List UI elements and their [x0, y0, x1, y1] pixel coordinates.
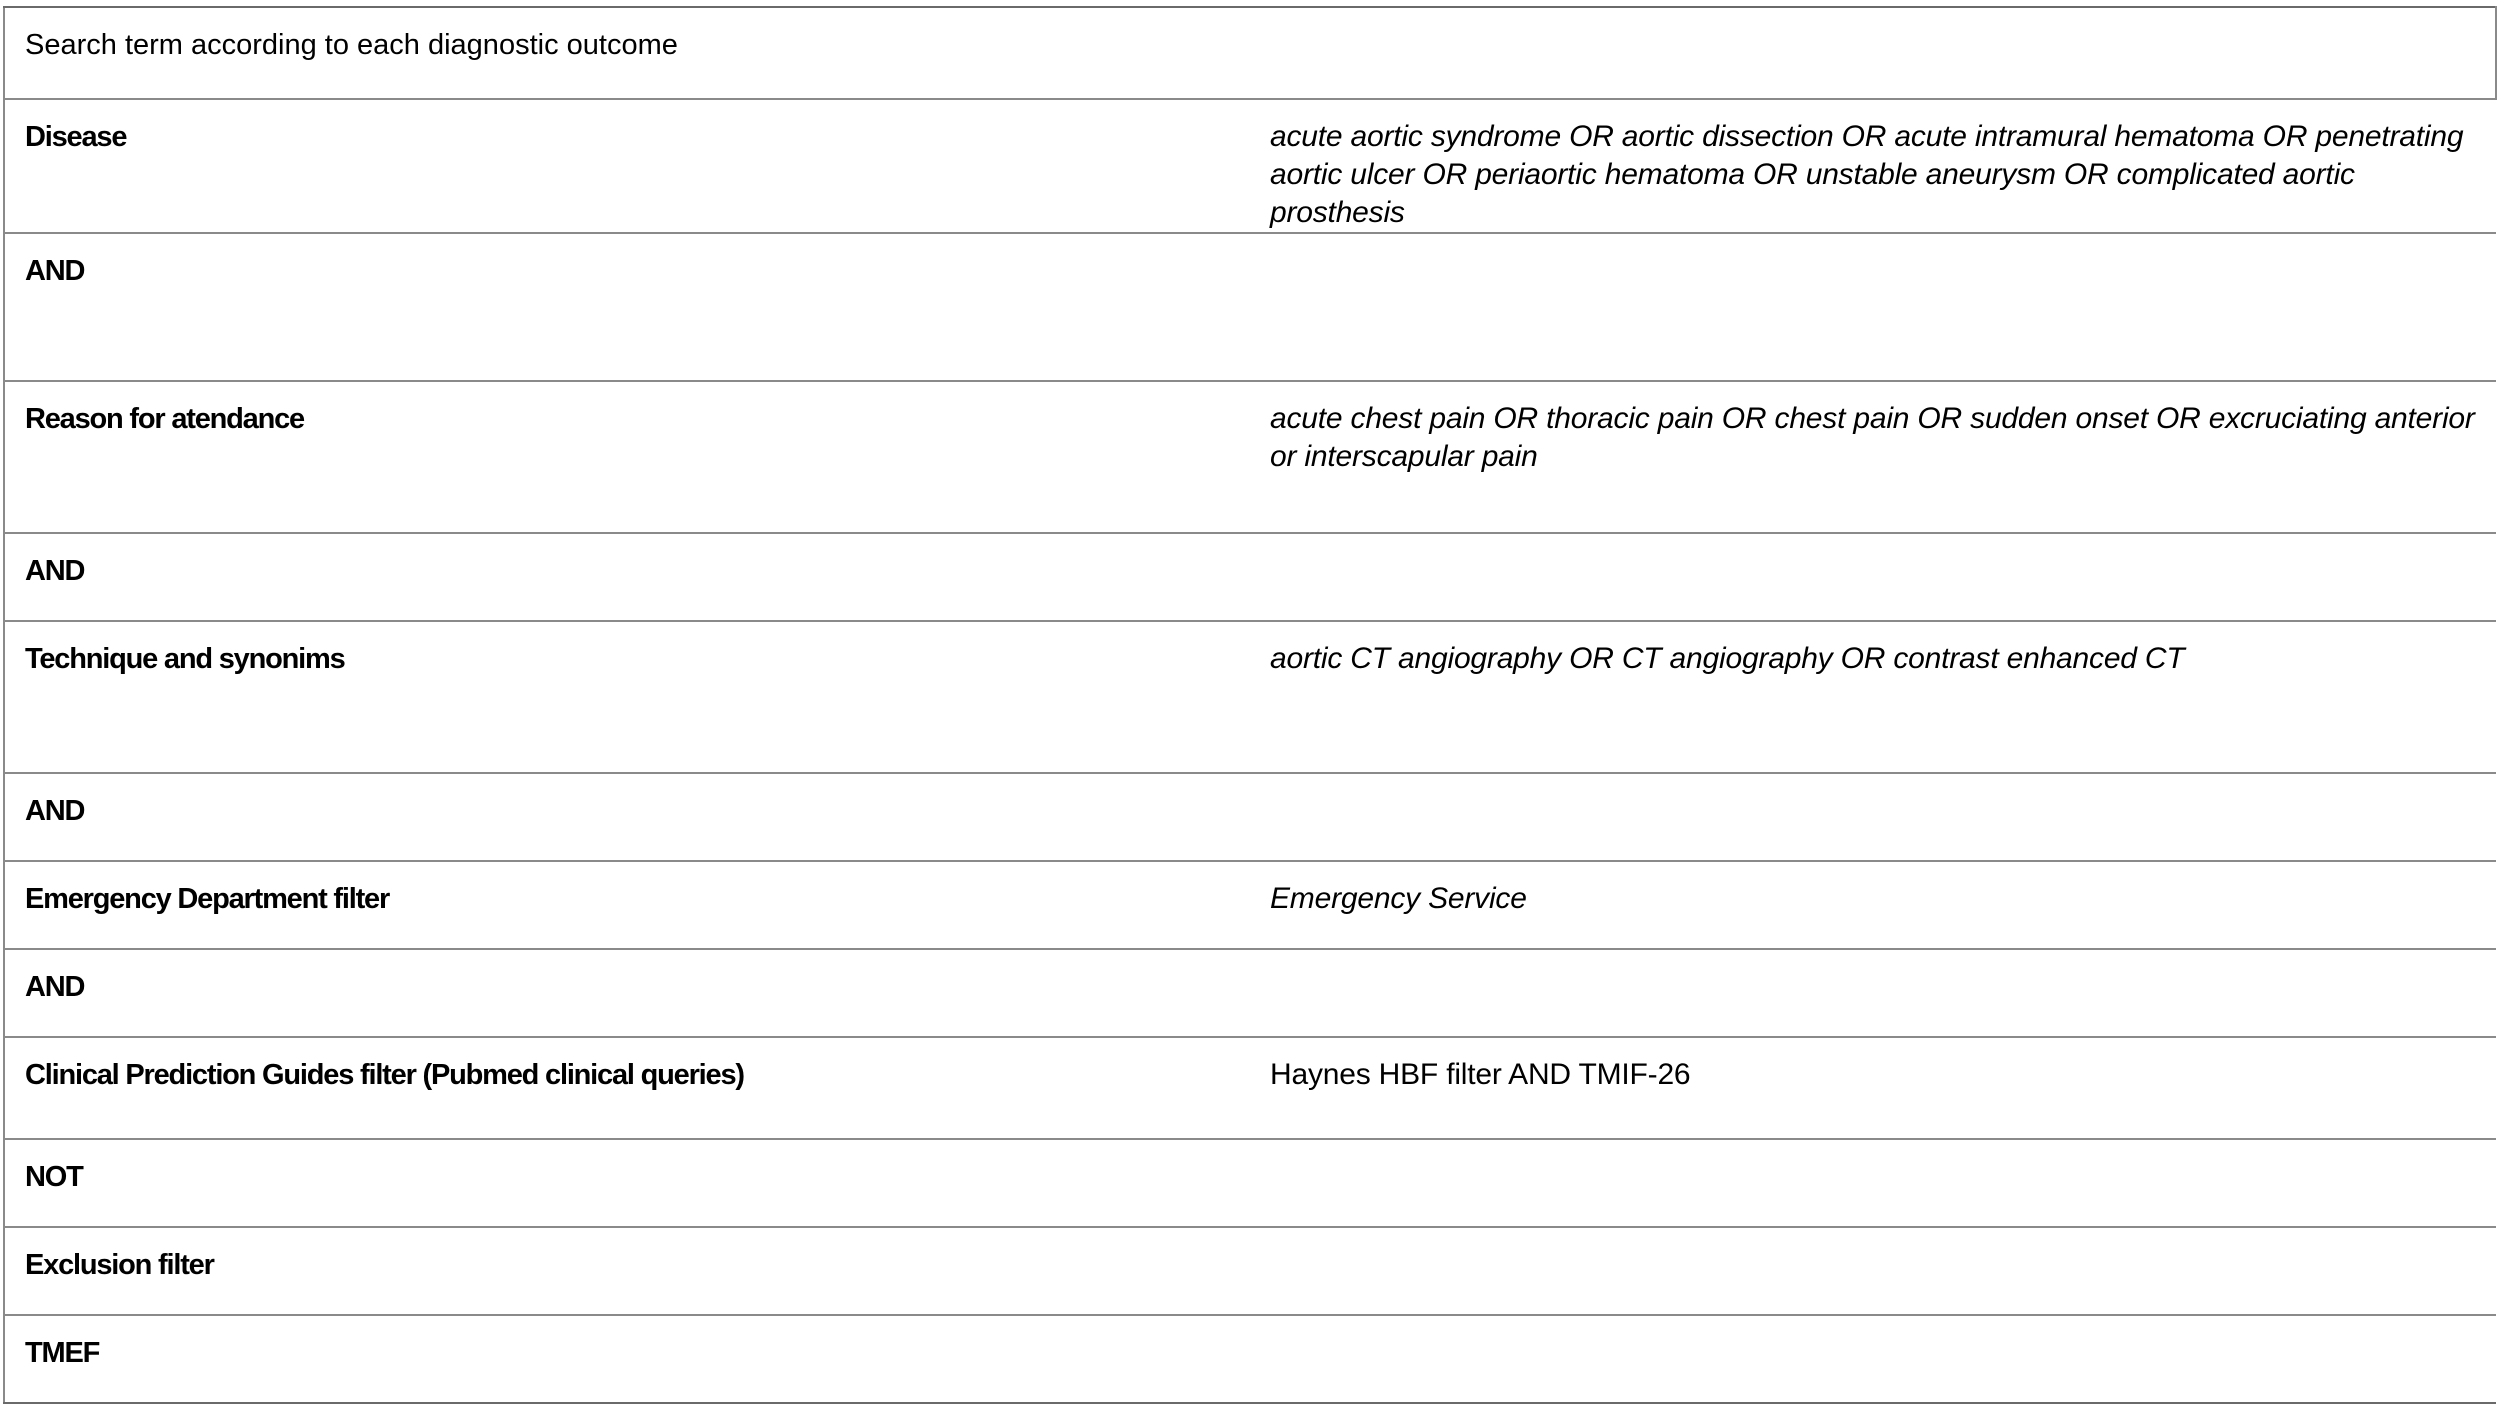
row-value-exclusion — [1250, 1227, 2496, 1315]
row-value-and-1 — [1250, 233, 2496, 381]
table-row-emergency — [4, 861, 2496, 949]
row-label-technique: Technique and synonims — [4, 621, 1250, 773]
table-row-reason — [4, 381, 2496, 533]
table-row-tmef — [4, 1315, 2496, 1403]
row-value-reason: acute chest pain OR thoracic pain OR chest pain OR sudden onset OR excruciating anterior or interscapular pain — [1250, 381, 2496, 533]
row-label-and-2: AND — [4, 533, 1250, 621]
row-label-emergency: Emergency Department filter — [4, 861, 1250, 949]
table-row-and-3 — [4, 773, 2496, 861]
table-row-exclusion — [4, 1227, 2496, 1315]
row-label-and-1: AND — [4, 233, 1250, 381]
row-value-and-2 — [1250, 533, 2496, 621]
row-value-clinical: Haynes HBF filter AND TMIF-26 — [1250, 1037, 2496, 1139]
table-row-clinical — [4, 1037, 2496, 1139]
row-value-emergency: Emergency Service — [1250, 861, 2496, 949]
table-row-disease — [4, 99, 2496, 233]
row-value-not — [1250, 1139, 2496, 1227]
row-label-disease: Disease — [4, 99, 1250, 233]
row-value-tmef — [1250, 1315, 2496, 1403]
search-terms-table — [3, 6, 2497, 1404]
row-value-and-3 — [1250, 773, 2496, 861]
row-label-and-3: AND — [4, 773, 1250, 861]
row-label-reason: Reason for atendance — [4, 381, 1250, 533]
row-label-not: NOT — [4, 1139, 1250, 1227]
table-row-and-2 — [4, 533, 2496, 621]
row-label-exclusion: Exclusion filter — [4, 1227, 1250, 1315]
table-header: Search term according to each diagnostic outcome — [4, 7, 2496, 99]
table-row-and-4 — [4, 949, 2496, 1037]
table-header-row — [4, 7, 2496, 99]
row-value-and-4 — [1250, 949, 2496, 1037]
table-row-not — [4, 1139, 2496, 1227]
row-label-clinical: Clinical Prediction Guides filter (Pubmed clinical queries) — [4, 1037, 1250, 1139]
row-label-tmef: TMEF — [4, 1315, 1250, 1403]
row-value-disease: acute aortic syndrome OR aortic dissection OR acute intramural hematoma OR penetrating aortic ulcer OR periaortic hematoma OR unstable aneurysm OR complicated aortic prosthesis — [1250, 99, 2496, 233]
row-value-technique: aortic CT angiography OR CT angiography OR contrast enhanced CT — [1250, 621, 2496, 773]
table-row-and-1 — [4, 233, 2496, 381]
row-label-and-4: AND — [4, 949, 1250, 1037]
table-row-technique — [4, 621, 2496, 773]
